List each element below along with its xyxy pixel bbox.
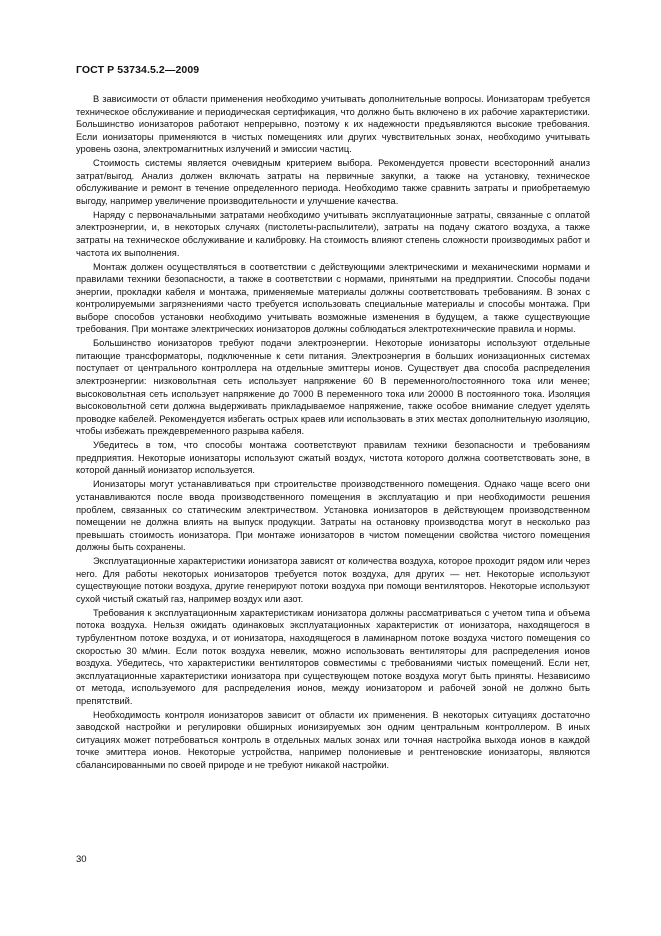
- paragraph: Убедитесь в том, что способы монтажа соответствуют правилам техники безопасности и требованиям предприятия. Некоторые ионизаторы используют сжатый воздух, чистота которого должна соответствовать зоне, в которой данный ионизатор используется.: [76, 440, 590, 476]
- paragraph: Монтаж должен осуществляться в соответствии с действующими электрическими и механическими нормами и правилами техники безопасности, а также в соответствии с нормами, принятыми на предприятии. Способы подачи энергии, прокладки кабеля и монтажа, применяемые материалы должны соответствовать требованиям. В зонах с контролируемыми загрязнениями часто требуется использовать специальные материалы и способы монтажа. При выборе способов установки необходимо учитывать возможные изменения в будущем, а также существующие требования. При монтаже электрических ионизаторов должны соблюдаться электротехнические правила и нормы.: [76, 261, 590, 335]
- document-header: ГОСТ Р 53734.5.2—2009: [76, 64, 200, 76]
- body-text: [76, 93, 590, 773]
- paragraph: Большинство ионизаторов требуют подачи электроэнергии. Некоторые ионизаторы используют отдельные питающие трансформаторы, подключенные к сети питания. Электроэнергия в больших ионизационных системах поступает от центрального контроллера на отдельные эмиттеры ионов. Существует два способа распределения электроэнергии: низковольтная сеть использует напряжение 60 В переменного/постоянного тока или менее; высоковольтная сеть использует напряжение до 7000 В переменного тока или 20000 В постоянного тока. Изоляция высоковольтной сети должна выдерживать прикладываемое напряжение, также особое внимание следует уделять проводке кабелей. Рекомендуется избегать острых краев или использовать в этих местах дополнительную изоляцию, чтобы избежать преждевременного разрыва кабеля.: [76, 338, 590, 437]
- paragraph: В зависимости от области применения необходимо учитывать дополнительные вопросы. Ионизаторам требуется техническое обслуживание и периодическая сертификация, что должно быть включено в их рабочие характеристики. Большинство ионизаторов работают непрерывно, поэтому к их надежности предъявляются высокие требования. Если ионизаторы применяются в чистых помещениях или других чувствительных зонах, необходимо учитывать уровень озона, электромагнитных излучений и эмиссии частиц.: [76, 94, 590, 155]
- paragraph: Эксплуатационные характеристики ионизатора зависят от количества воздуха, которое проходит рядом или через него. Для работы некоторых ионизаторов требуется поток воздуха, для других — нет. Некоторые используют существующие потоки воздуха, другие генерируют потоки воздуха при помощи вентиляторов. Некоторые используют сухой чистый сжатый газ, например воздух или азот.: [76, 556, 590, 604]
- paragraph: Ионизаторы могут устанавливаться при строительстве производственного помещения. Однако чаще всего они устанавливаются после ввода производственного помещения в эксплуатацию и при необходимости решения проблем, связанных со статическим электричеством. Установка ионизаторов в действующем производственном помещении не должна влиять на выпуск продукции. Затраты на остановку производства могут в несколько раз превышать стоимость ионизатора. При монтаже ионизаторов в чистом помещении свойства чистого помещения должны быть сохранены.: [76, 479, 590, 553]
- paragraph: Стоимость системы является очевидным критерием выбора. Рекомендуется провести всесторонний анализ затрат/выгод. Анализ должен включать затраты на первичные закупки, а также на установку, техническое обслуживание и ремонт в течение определенного периода. Необходимо также сравнить затраты и приобретаемую выгоду, например увеличение производительности и улучшение качества.: [76, 158, 590, 206]
- page-number: 30: [76, 854, 87, 865]
- paragraph: Необходимость контроля ионизаторов зависит от области их применения. В некоторых ситуациях достаточно заводской настройки и регулировки обширных ионизируемых зон одним центральным контроллером. В иных ситуациях может потребоваться контроль в отдельных малых зонах или точная настройка выхода ионов в каждой точке эмиттера ионов. Некоторые устройства, например полониевые и рентгеновские ионизаторы, являются сбалансированными по своей природе и не требуют никакой настройки.: [76, 709, 590, 770]
- paragraph: Требования к эксплуатационным характеристикам ионизатора должны рассматриваться с учетом типа и объема потока воздуха. Нельзя ожидать одинаковых эксплуатационных характеристик от ионизатора, находящегося в турбулентном потоке воздуха, и от ионизатора, находящегося в ламинарном потоке воздуха чистого помещения со скоростью 30 м/мин. Если поток воздуха невелик, можно использовать вентиляторы для распределения ионов воздуха. Убедитесь, что характеристики вентиляторов совместимы с требованиями чистых помещений. Если нет, эксплуатационные характеристики ионизатора при существующем потоке воздуха могут быть приняты. Независимо от метода, используемого для распределения ионов, между ионизатором и рабочей зоной не должно быть препятствий.: [76, 607, 590, 706]
- paragraph: Наряду с первоначальными затратами необходимо учитывать эксплуатационные затраты, связанные с оплатой электроэнергии, и, в некоторых случаях (пистолеты-распылители), затраты на подачу сжатого воздуха, а также затраты на техническое обслуживание и калибровку. На стоимость влияют степень сложности производимых работ и частота их выполнения.: [76, 209, 590, 258]
